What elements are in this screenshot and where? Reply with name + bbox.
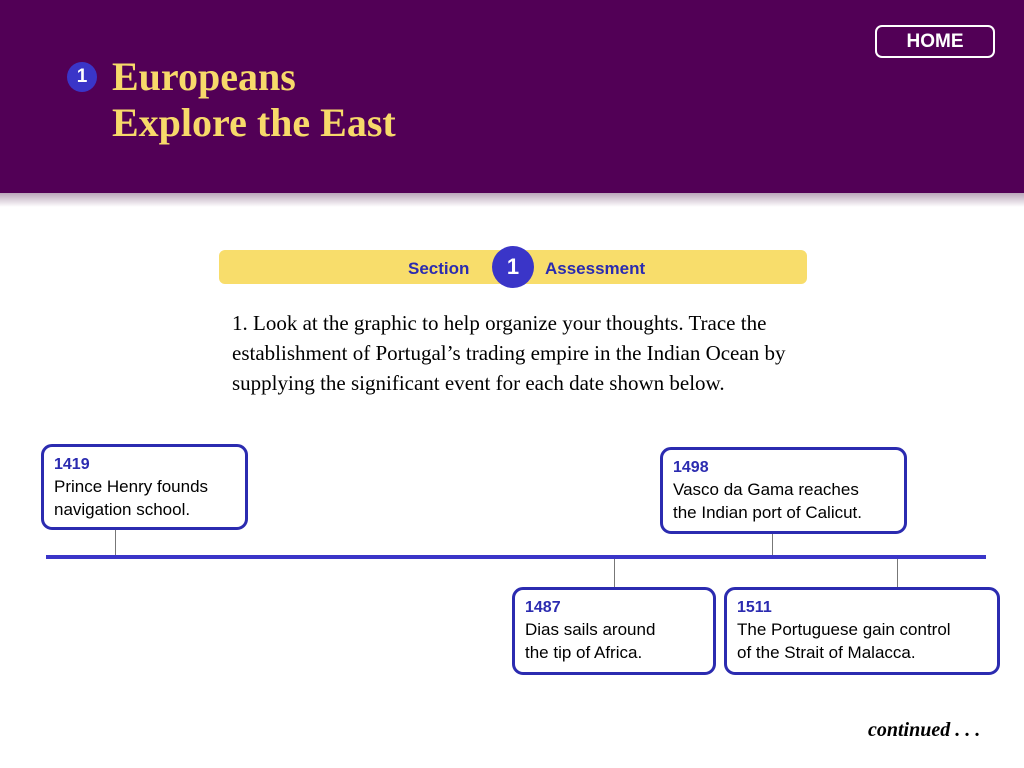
- continued-note: continued . . .: [868, 719, 981, 741]
- timeline-tick-1419: [115, 528, 116, 555]
- event-description: Prince Henry founds navigation school.: [54, 477, 209, 519]
- event-description: The Portuguese gain control of the Strait of Malacca.: [737, 620, 951, 662]
- event-year: 1511: [737, 599, 772, 616]
- section-number-badge: 1: [67, 62, 97, 92]
- timeline-event-1487: [512, 587, 716, 675]
- header-shadow: [0, 193, 1024, 207]
- event-year: 1487: [525, 599, 561, 616]
- timeline-tick-1511: [897, 559, 898, 587]
- home-button[interactable]: HOME: [875, 25, 995, 58]
- title-line-1: Europeans: [112, 54, 296, 99]
- assessment-number-badge: 1: [492, 246, 534, 288]
- timeline-tick-1487: [614, 559, 615, 587]
- event-description: Vasco da Gama reaches the Indian port of Calicut.: [673, 480, 863, 522]
- timeline-event-1511: [724, 587, 1000, 675]
- title-line-2: Explore the East: [112, 100, 396, 145]
- timeline-tick-1498: [772, 532, 773, 555]
- timeline-event-1498: [660, 447, 907, 534]
- event-description: Dias sails around the tip of Africa.: [525, 620, 656, 662]
- page-title: [112, 54, 396, 146]
- question-text: 1. Look at the graphic to help organize your thoughts. Trace the establishment of Portugal’s trading empire in the Indian Ocean by supplying the significant event for each date shown below.: [232, 311, 786, 395]
- section-label: Section: [408, 259, 470, 278]
- timeline-event-1419: [41, 444, 248, 530]
- assessment-label: Assessment: [545, 259, 646, 278]
- event-year: 1419: [54, 456, 90, 473]
- event-year: 1498: [673, 459, 709, 476]
- timeline-axis: [46, 555, 986, 559]
